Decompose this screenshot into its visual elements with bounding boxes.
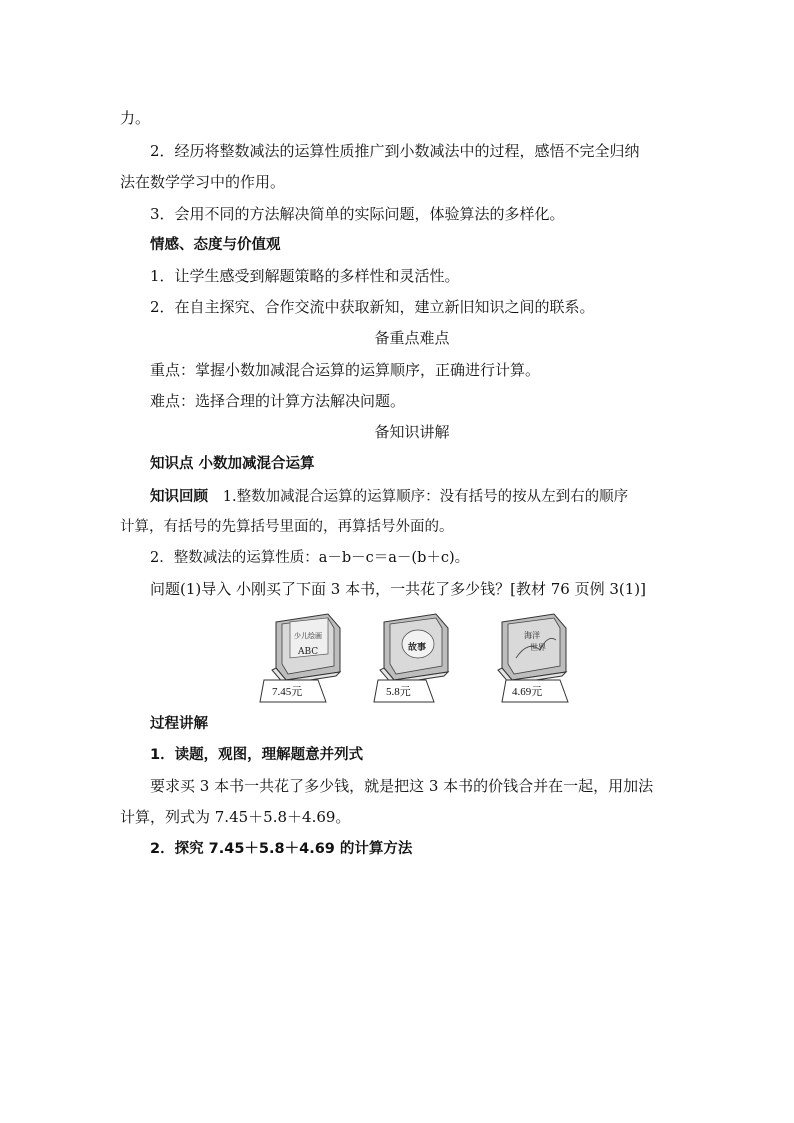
text-line: 力。 xyxy=(120,109,151,127)
review-label: 知识回顾 xyxy=(150,489,208,505)
text-line: 难点：选择合理的计算方法解决问题。 xyxy=(150,392,406,410)
text-line: 2．整数减法的运算性质：a－b－c＝a－(b＋c)。 xyxy=(150,550,470,566)
text-line: 计算，有括号的先算括号里面的，再算括号外面的。 xyxy=(120,519,454,535)
book-1 xyxy=(272,614,340,684)
text-line: 2．经历将整数减法的运算性质推广到小数减法中的过程，感悟不完全归纳 xyxy=(150,142,640,160)
book-3-subtitle: 世界 xyxy=(530,643,546,652)
section-title: 备重点难点 xyxy=(374,329,450,347)
book-3 xyxy=(498,614,566,684)
price-tag-3 xyxy=(502,680,568,702)
price-3: 4.69元 xyxy=(512,686,543,698)
book-1-title: 少儿绘画 xyxy=(294,632,322,640)
text-line: 计算，列式为 7.45＋5.8＋4.69。 xyxy=(120,808,351,826)
price-1: 7.45元 xyxy=(272,686,303,698)
book-1-subtitle: ABC xyxy=(298,647,319,657)
text-line: 1．让学生感受到解题策略的多样性和灵活性。 xyxy=(150,267,460,285)
text-line: 法在数学学习中的作用。 xyxy=(120,173,286,191)
section-heading: 知识点 小数加减混合运算 xyxy=(150,456,315,472)
price-tag-1 xyxy=(260,680,326,702)
price-tag-2 xyxy=(374,680,434,702)
question-label: 问题(1)导入 xyxy=(150,580,232,598)
review-text: 1.整数加减混合运算的运算顺序：没有括号的按从左到右的顺序 xyxy=(222,489,629,505)
text-line: 重点：掌握小数加减混合运算的运算顺序，正确进行计算。 xyxy=(150,361,541,379)
book-2 xyxy=(380,614,448,684)
text-line: 3．会用不同的方法解决简单的实际问题，体验算法的多样化。 xyxy=(150,205,565,223)
step-heading: 1．读题，观图，理解题意并列式 xyxy=(150,747,364,763)
question-text: 小刚买了下面 3 本书，一共花了多少钱？[教材 76 页例 3(1)] xyxy=(231,580,646,598)
step-heading: 2．探究 7.45＋5.8＋4.69 的计算方法 xyxy=(150,841,413,857)
book-3-title: 海洋 xyxy=(524,631,540,640)
review-line xyxy=(150,486,710,507)
price-2: 5.8元 xyxy=(386,686,411,698)
section-title: 备知识讲解 xyxy=(374,423,450,441)
section-heading: 过程讲解 xyxy=(150,716,208,732)
section-heading: 情感、态度与价值观 xyxy=(150,237,281,253)
text-line: 要求买 3 本书一共花了多少钱，就是把这 3 本书的价钱合并在一起，用加法 xyxy=(150,777,654,795)
question-line xyxy=(150,579,710,599)
text-line: 2．在自主探究、合作交流中获取新知，建立新旧知识之间的联系。 xyxy=(150,298,595,316)
book-2-title: 故事 xyxy=(408,643,427,653)
books-illustration xyxy=(258,608,576,706)
